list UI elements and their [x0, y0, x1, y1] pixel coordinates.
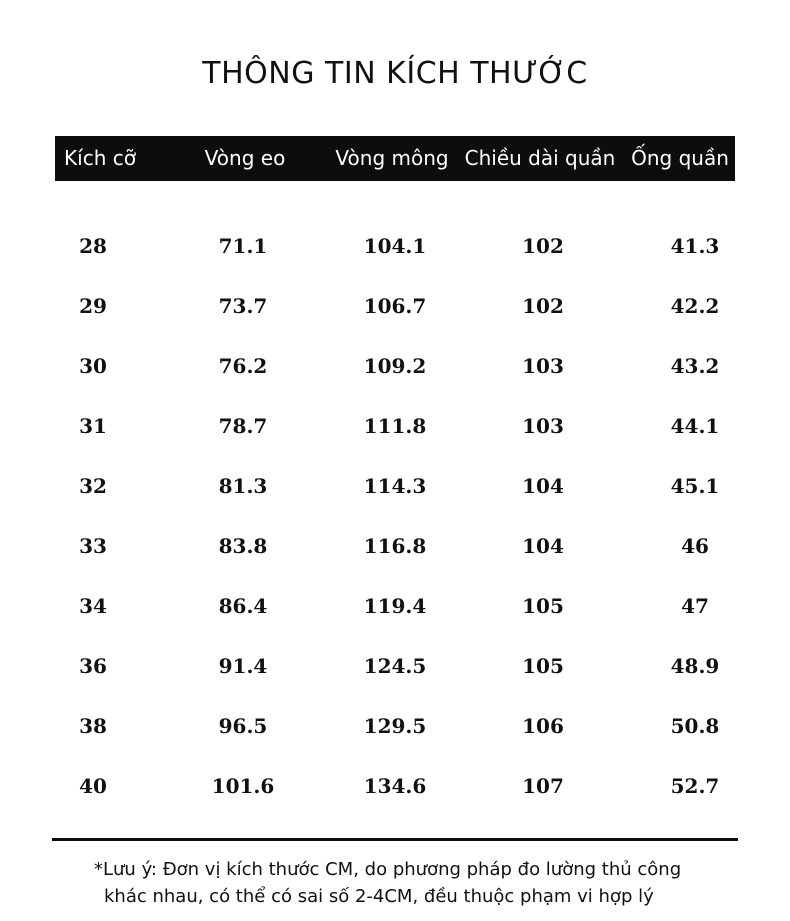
cell-size: 34 — [79, 594, 107, 618]
cell-hip: 119.4 — [363, 594, 427, 618]
cell-waist: 73.7 — [218, 294, 268, 318]
cell-leg-opening: 47 — [681, 594, 709, 618]
cell-hip: 106.7 — [363, 294, 427, 318]
cell-hip: 116.8 — [363, 534, 427, 558]
cell-waist: 81.3 — [218, 474, 268, 498]
cell-length: 103 — [522, 354, 564, 378]
header-waist: Vòng eo — [204, 146, 286, 170]
cell-length: 105 — [522, 654, 564, 678]
cell-hip: 111.8 — [363, 414, 427, 438]
cell-size: 31 — [79, 414, 107, 438]
cell-leg-opening: 43.2 — [670, 354, 720, 378]
note-line-2: khác nhau, có thể có sai số 2-4CM, đều thuộc phạm vi hợp lý — [104, 886, 654, 907]
header-leg-opening: Ống quần — [631, 146, 729, 170]
table-row — [55, 586, 735, 626]
table-header — [55, 136, 735, 181]
table-row — [55, 706, 735, 746]
cell-size: 28 — [79, 234, 107, 258]
note-line-1: *Lưu ý: Đơn vị kích thước CM, do phương pháp đo lường thủ công — [94, 859, 682, 880]
cell-waist: 76.2 — [218, 354, 268, 378]
cell-leg-opening: 46 — [681, 534, 709, 558]
cell-hip: 114.3 — [363, 474, 427, 498]
cell-waist: 91.4 — [218, 654, 268, 678]
cell-waist: 101.6 — [211, 774, 275, 798]
header-length: Chiều dài quần — [464, 146, 616, 170]
cell-leg-opening: 41.3 — [670, 234, 720, 258]
cell-waist: 83.8 — [218, 534, 268, 558]
divider — [52, 838, 738, 841]
table-row — [55, 346, 735, 386]
cell-length: 106 — [522, 714, 564, 738]
cell-length: 102 — [522, 294, 564, 318]
page-title: THÔNG TIN KÍCH THƯỚC — [202, 56, 588, 91]
cell-waist: 86.4 — [218, 594, 268, 618]
cell-waist: 71.1 — [218, 234, 268, 258]
cell-hip: 124.5 — [363, 654, 427, 678]
cell-length: 103 — [522, 414, 564, 438]
cell-size: 33 — [79, 534, 107, 558]
cell-size: 40 — [79, 774, 107, 798]
cell-size: 30 — [79, 354, 107, 378]
table-row — [55, 286, 735, 326]
cell-length: 105 — [522, 594, 564, 618]
cell-leg-opening: 44.1 — [670, 414, 720, 438]
cell-size: 29 — [79, 294, 107, 318]
cell-hip: 129.5 — [363, 714, 427, 738]
cell-leg-opening: 52.7 — [670, 774, 720, 798]
cell-length: 104 — [522, 534, 564, 558]
cell-leg-opening: 42.2 — [670, 294, 720, 318]
cell-hip: 109.2 — [363, 354, 427, 378]
cell-length: 107 — [522, 774, 564, 798]
header-size: Kích cỡ — [64, 146, 136, 170]
table-row — [55, 226, 735, 266]
cell-size: 38 — [79, 714, 107, 738]
table-row — [55, 646, 735, 686]
header-hip: Vòng mông — [335, 146, 449, 170]
cell-waist: 96.5 — [218, 714, 268, 738]
cell-waist: 78.7 — [218, 414, 268, 438]
table-row — [55, 466, 735, 506]
cell-leg-opening: 48.9 — [670, 654, 720, 678]
cell-length: 104 — [522, 474, 564, 498]
cell-leg-opening: 50.8 — [670, 714, 720, 738]
table-row — [55, 766, 735, 806]
cell-hip: 134.6 — [363, 774, 427, 798]
table-row — [55, 406, 735, 446]
cell-size: 32 — [79, 474, 107, 498]
cell-hip: 104.1 — [363, 234, 427, 258]
cell-length: 102 — [522, 234, 564, 258]
cell-leg-opening: 45.1 — [670, 474, 720, 498]
table-row — [55, 526, 735, 566]
cell-size: 36 — [79, 654, 107, 678]
